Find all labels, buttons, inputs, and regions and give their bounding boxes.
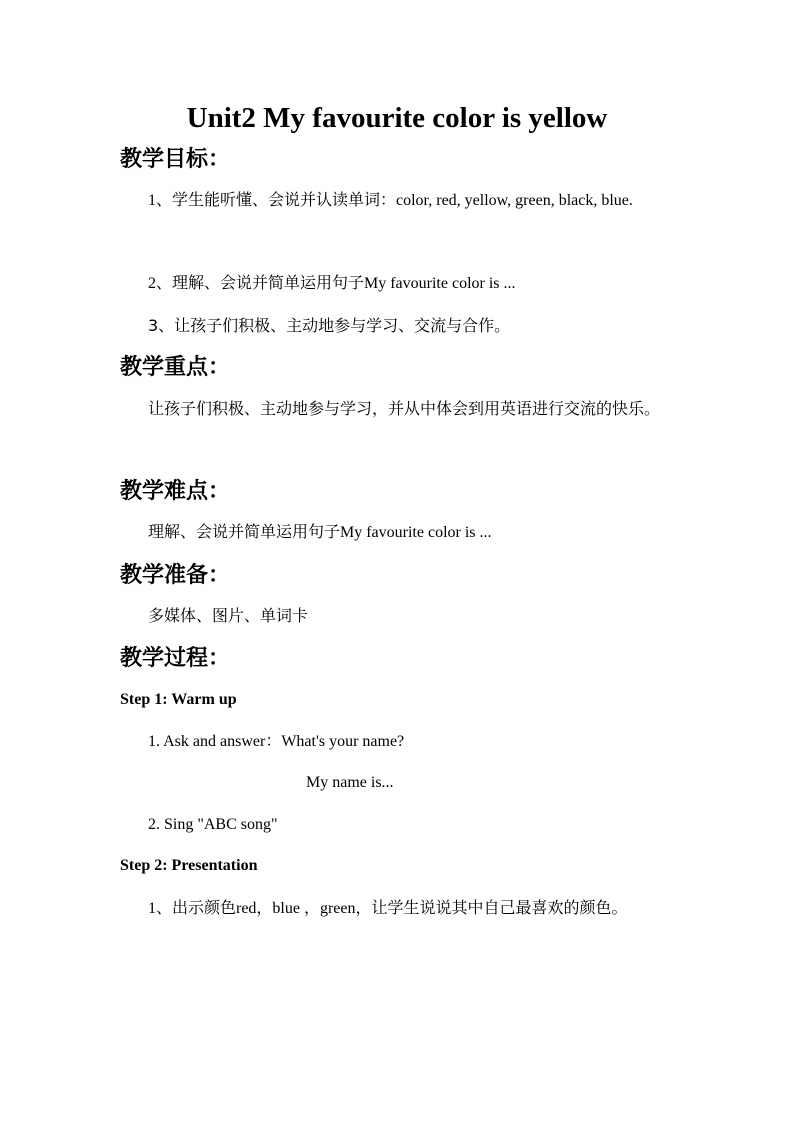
objectives-heading: 教学目标： — [120, 147, 231, 172]
key-points-text: 让孩子们积极、主动地参与学习，并从中体会到用英语进行交流的快乐。 — [148, 399, 661, 418]
objective-item-3: 3、让孩子们积极、主动地参与学习、交流与合作。 — [148, 316, 511, 335]
step1-item-1-reply: My name is... — [306, 774, 394, 791]
objective-item-2: 2、理解、会说并简单运用句子My favourite color is ... — [148, 275, 516, 292]
step2-title: Step 2: Presentation — [120, 857, 258, 874]
process-heading: 教学过程： — [120, 646, 231, 671]
difficulties-heading: 教学难点： — [120, 479, 231, 504]
preparation-heading: 教学准备： — [120, 563, 231, 588]
step1-item-1: 1. Ask and answer：What's your name? — [148, 733, 405, 750]
step1-title: Step 1: Warm up — [120, 691, 237, 708]
preparation-text: 多媒体、图片、单词卡 — [148, 606, 309, 625]
step1-item-2: 2. Sing "ABC song" — [148, 816, 278, 833]
document-title: Unit2 My favourite color is yellow — [186, 102, 608, 134]
difficulties-text: 理解、会说并简单运用句子My favourite color is ... — [148, 524, 492, 541]
key-points-heading: 教学重点： — [120, 355, 231, 380]
objective-item-1: 1、学生能听懂、会说并认读单词：color, red, yellow, green, black, blue. — [148, 192, 633, 209]
step2-item-1: 1、出示颜色red，blue ，green，让学生说说其中自己最喜欢的颜色。 — [148, 900, 628, 917]
